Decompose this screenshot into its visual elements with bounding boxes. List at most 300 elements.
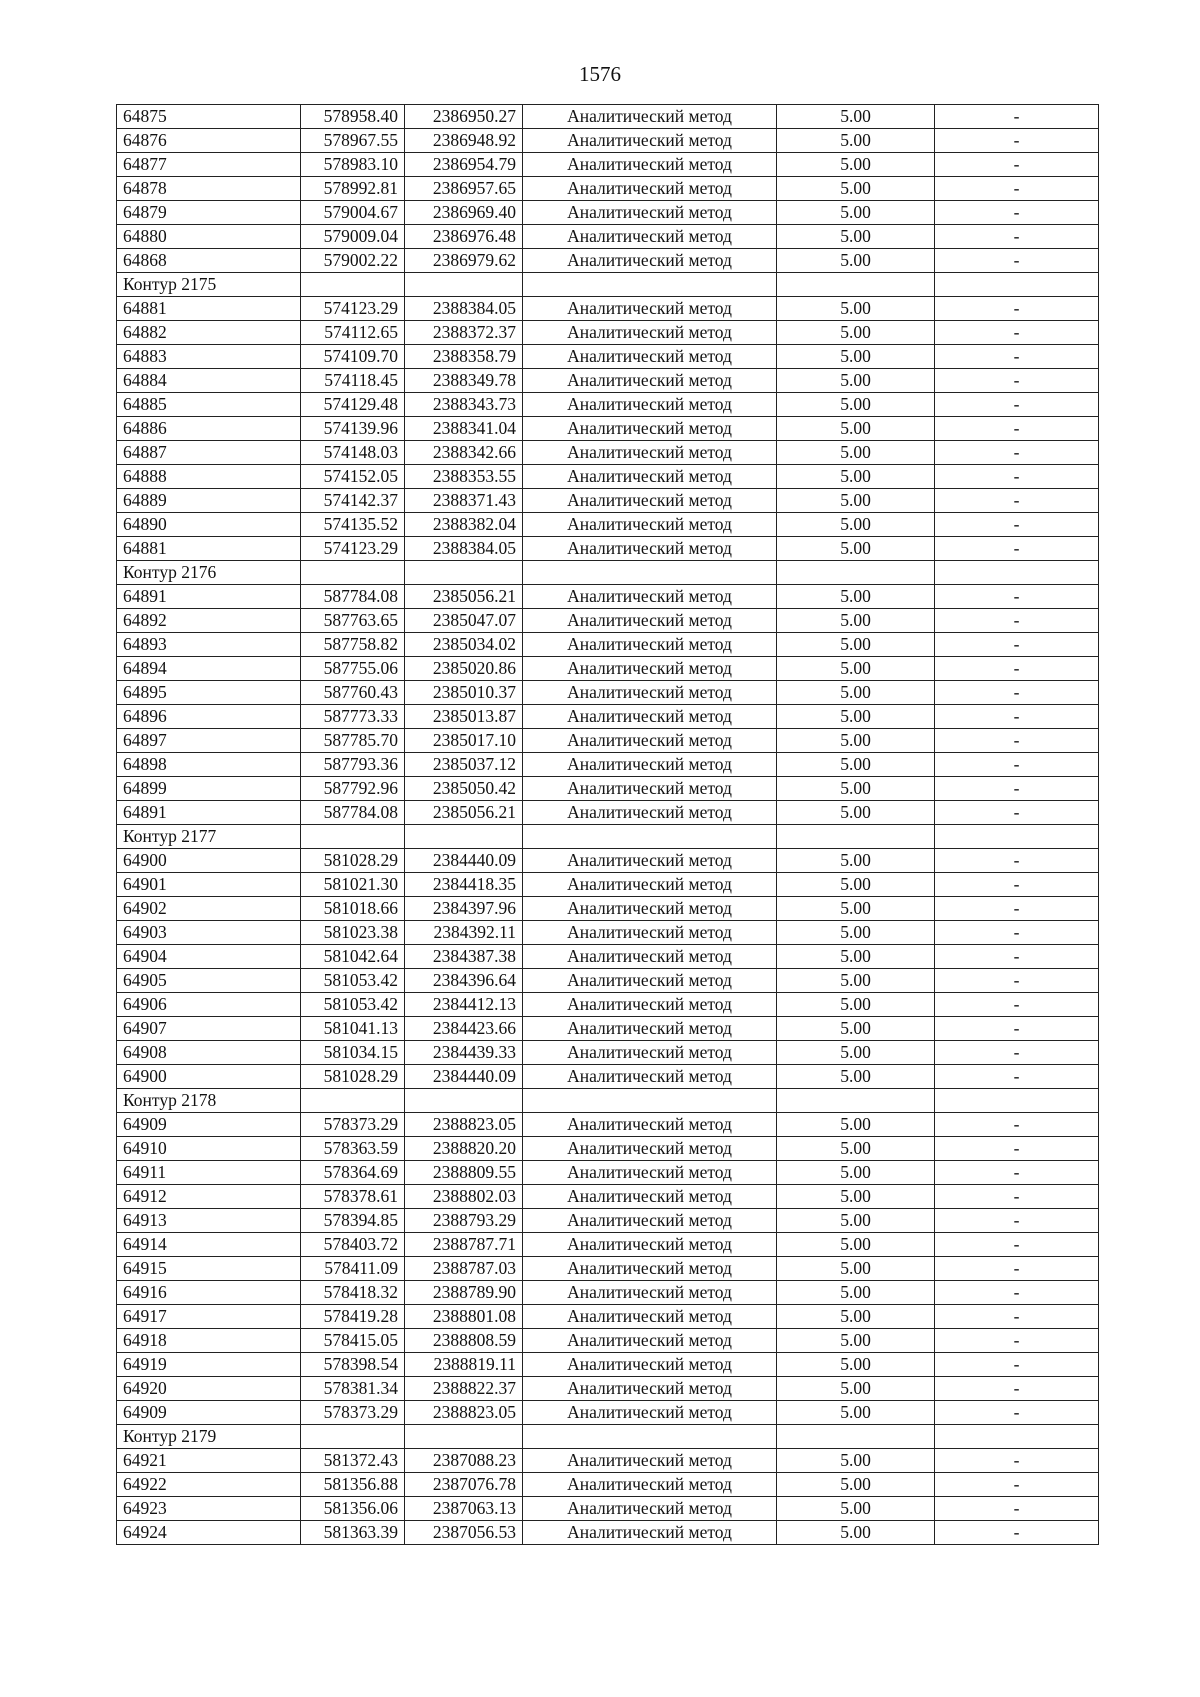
y-coordinate-cell: 2388343.73 (405, 393, 523, 417)
contour-label: Контур 2175 (117, 273, 301, 297)
y-coordinate-cell: 2385056.21 (405, 585, 523, 609)
table-row (117, 993, 1099, 1017)
y-coordinate-cell: 2387076.78 (405, 1473, 523, 1497)
x-coordinate-cell: 581018.66 (301, 897, 405, 921)
method-cell: Аналитический метод (523, 1497, 777, 1521)
x-coordinate-cell: 578363.59 (301, 1137, 405, 1161)
y-coordinate-cell: 2388823.05 (405, 1401, 523, 1425)
point-id-cell: 64876 (117, 129, 301, 153)
method-cell: Аналитический метод (523, 1041, 777, 1065)
method-cell: Аналитический метод (523, 849, 777, 873)
accuracy-cell: 5.00 (777, 153, 935, 177)
y-coordinate-cell: 2388823.05 (405, 1113, 523, 1137)
note-cell: - (935, 1401, 1099, 1425)
table-row (117, 1185, 1099, 1209)
note-cell: - (935, 249, 1099, 273)
x-coordinate-cell: 574109.70 (301, 345, 405, 369)
table-row (117, 1209, 1099, 1233)
empty-cell (523, 825, 777, 849)
x-coordinate-cell: 587784.08 (301, 585, 405, 609)
empty-cell (935, 273, 1099, 297)
table-row (117, 441, 1099, 465)
table-row (117, 417, 1099, 441)
empty-cell (777, 273, 935, 297)
accuracy-cell: 5.00 (777, 753, 935, 777)
empty-cell (523, 1425, 777, 1449)
table-row (117, 249, 1099, 273)
method-cell: Аналитический метод (523, 897, 777, 921)
point-id-cell: 64868 (117, 249, 301, 273)
coordinates-table (116, 104, 1099, 1545)
table-row (117, 201, 1099, 225)
y-coordinate-cell: 2388371.43 (405, 489, 523, 513)
point-id-cell: 64908 (117, 1041, 301, 1065)
table-row (117, 489, 1099, 513)
x-coordinate-cell: 581023.38 (301, 921, 405, 945)
point-id-cell: 64904 (117, 945, 301, 969)
accuracy-cell: 5.00 (777, 369, 935, 393)
note-cell: - (935, 441, 1099, 465)
point-id-cell: 64923 (117, 1497, 301, 1521)
accuracy-cell: 5.00 (777, 609, 935, 633)
note-cell: - (935, 1257, 1099, 1281)
note-cell: - (935, 801, 1099, 825)
x-coordinate-cell: 574139.96 (301, 417, 405, 441)
note-cell: - (935, 225, 1099, 249)
note-cell: - (935, 849, 1099, 873)
accuracy-cell: 5.00 (777, 297, 935, 321)
method-cell: Аналитический метод (523, 489, 777, 513)
note-cell: - (935, 633, 1099, 657)
method-cell: Аналитический метод (523, 513, 777, 537)
x-coordinate-cell: 578983.10 (301, 153, 405, 177)
table-row (117, 921, 1099, 945)
note-cell: - (935, 129, 1099, 153)
y-coordinate-cell: 2384396.64 (405, 969, 523, 993)
accuracy-cell: 5.00 (777, 849, 935, 873)
table-row (117, 465, 1099, 489)
contour-label: Контур 2176 (117, 561, 301, 585)
method-cell: Аналитический метод (523, 1113, 777, 1137)
table-row (117, 1137, 1099, 1161)
note-cell: - (935, 1329, 1099, 1353)
method-cell: Аналитический метод (523, 1401, 777, 1425)
note-cell: - (935, 705, 1099, 729)
note-cell: - (935, 609, 1099, 633)
table-row (117, 1353, 1099, 1377)
x-coordinate-cell: 574152.05 (301, 465, 405, 489)
note-cell: - (935, 153, 1099, 177)
method-cell: Аналитический метод (523, 465, 777, 489)
method-cell: Аналитический метод (523, 417, 777, 441)
accuracy-cell: 5.00 (777, 513, 935, 537)
x-coordinate-cell: 574129.48 (301, 393, 405, 417)
point-id-cell: 64892 (117, 609, 301, 633)
y-coordinate-cell: 2386969.40 (405, 201, 523, 225)
table-row (117, 1065, 1099, 1089)
point-id-cell: 64890 (117, 513, 301, 537)
table-row (117, 297, 1099, 321)
contour-label: Контур 2179 (117, 1425, 301, 1449)
accuracy-cell: 5.00 (777, 393, 935, 417)
y-coordinate-cell: 2385017.10 (405, 729, 523, 753)
table-row (117, 1305, 1099, 1329)
x-coordinate-cell: 587785.70 (301, 729, 405, 753)
method-cell: Аналитический метод (523, 609, 777, 633)
point-id-cell: 64888 (117, 465, 301, 489)
accuracy-cell: 5.00 (777, 921, 935, 945)
x-coordinate-cell: 574123.29 (301, 537, 405, 561)
note-cell: - (935, 1137, 1099, 1161)
accuracy-cell: 5.00 (777, 945, 935, 969)
point-id-cell: 64907 (117, 1017, 301, 1041)
empty-cell (405, 825, 523, 849)
x-coordinate-cell: 578373.29 (301, 1401, 405, 1425)
x-coordinate-cell: 581363.39 (301, 1521, 405, 1545)
accuracy-cell: 5.00 (777, 633, 935, 657)
method-cell: Аналитический метод (523, 1329, 777, 1353)
y-coordinate-cell: 2387088.23 (405, 1449, 523, 1473)
table-row (117, 1257, 1099, 1281)
table-row (117, 393, 1099, 417)
table-row (117, 105, 1099, 129)
x-coordinate-cell: 581021.30 (301, 873, 405, 897)
method-cell: Аналитический метод (523, 1377, 777, 1401)
accuracy-cell: 5.00 (777, 321, 935, 345)
y-coordinate-cell: 2388822.37 (405, 1377, 523, 1401)
contour-header-row (117, 825, 1099, 849)
table-row (117, 945, 1099, 969)
empty-cell (301, 825, 405, 849)
x-coordinate-cell: 581053.42 (301, 969, 405, 993)
y-coordinate-cell: 2388349.78 (405, 369, 523, 393)
empty-cell (935, 1425, 1099, 1449)
x-coordinate-cell: 578415.05 (301, 1329, 405, 1353)
table-row (117, 585, 1099, 609)
table-row (117, 873, 1099, 897)
accuracy-cell: 5.00 (777, 729, 935, 753)
point-id-cell: 64914 (117, 1233, 301, 1257)
y-coordinate-cell: 2388793.29 (405, 1209, 523, 1233)
table-row (117, 1017, 1099, 1041)
empty-cell (523, 273, 777, 297)
table-row (117, 753, 1099, 777)
x-coordinate-cell: 587758.82 (301, 633, 405, 657)
method-cell: Аналитический метод (523, 1449, 777, 1473)
y-coordinate-cell: 2384439.33 (405, 1041, 523, 1065)
x-coordinate-cell: 581042.64 (301, 945, 405, 969)
y-coordinate-cell: 2388809.55 (405, 1161, 523, 1185)
point-id-cell: 64880 (117, 225, 301, 249)
y-coordinate-cell: 2388819.11 (405, 1353, 523, 1377)
accuracy-cell: 5.00 (777, 1329, 935, 1353)
method-cell: Аналитический метод (523, 873, 777, 897)
note-cell: - (935, 777, 1099, 801)
x-coordinate-cell: 581356.88 (301, 1473, 405, 1497)
accuracy-cell: 5.00 (777, 465, 935, 489)
empty-cell (405, 1089, 523, 1113)
method-cell: Аналитический метод (523, 1017, 777, 1041)
x-coordinate-cell: 587773.33 (301, 705, 405, 729)
accuracy-cell: 5.00 (777, 1449, 935, 1473)
method-cell: Аналитический метод (523, 777, 777, 801)
x-coordinate-cell: 581028.29 (301, 849, 405, 873)
y-coordinate-cell: 2384387.38 (405, 945, 523, 969)
accuracy-cell: 5.00 (777, 1353, 935, 1377)
note-cell: - (935, 1113, 1099, 1137)
accuracy-cell: 5.00 (777, 1377, 935, 1401)
x-coordinate-cell: 581028.29 (301, 1065, 405, 1089)
empty-cell (301, 561, 405, 585)
note-cell: - (935, 1377, 1099, 1401)
empty-cell (405, 561, 523, 585)
point-id-cell: 64884 (117, 369, 301, 393)
table-row (117, 321, 1099, 345)
table-row (117, 1473, 1099, 1497)
x-coordinate-cell: 574148.03 (301, 441, 405, 465)
y-coordinate-cell: 2386957.65 (405, 177, 523, 201)
method-cell: Аналитический метод (523, 1521, 777, 1545)
accuracy-cell: 5.00 (777, 1233, 935, 1257)
table-row (117, 777, 1099, 801)
y-coordinate-cell: 2385056.21 (405, 801, 523, 825)
point-id-cell: 64891 (117, 801, 301, 825)
point-id-cell: 64909 (117, 1401, 301, 1425)
table-row (117, 1497, 1099, 1521)
method-cell: Аналитический метод (523, 201, 777, 225)
note-cell: - (935, 1209, 1099, 1233)
empty-cell (301, 1089, 405, 1113)
method-cell: Аналитический метод (523, 537, 777, 561)
x-coordinate-cell: 581356.06 (301, 1497, 405, 1521)
point-id-cell: 64903 (117, 921, 301, 945)
x-coordinate-cell: 587784.08 (301, 801, 405, 825)
point-id-cell: 64885 (117, 393, 301, 417)
y-coordinate-cell: 2385020.86 (405, 657, 523, 681)
x-coordinate-cell: 578381.34 (301, 1377, 405, 1401)
method-cell: Аналитический метод (523, 345, 777, 369)
x-coordinate-cell: 574118.45 (301, 369, 405, 393)
point-id-cell: 64918 (117, 1329, 301, 1353)
y-coordinate-cell: 2388801.08 (405, 1305, 523, 1329)
x-coordinate-cell: 587755.06 (301, 657, 405, 681)
method-cell: Аналитический метод (523, 1185, 777, 1209)
accuracy-cell: 5.00 (777, 1209, 935, 1233)
accuracy-cell: 5.00 (777, 1257, 935, 1281)
accuracy-cell: 5.00 (777, 657, 935, 681)
y-coordinate-cell: 2388787.03 (405, 1257, 523, 1281)
accuracy-cell: 5.00 (777, 969, 935, 993)
accuracy-cell: 5.00 (777, 681, 935, 705)
accuracy-cell: 5.00 (777, 705, 935, 729)
accuracy-cell: 5.00 (777, 1473, 935, 1497)
table-row (117, 633, 1099, 657)
method-cell: Аналитический метод (523, 1137, 777, 1161)
empty-cell (935, 1089, 1099, 1113)
method-cell: Аналитический метод (523, 129, 777, 153)
accuracy-cell: 5.00 (777, 801, 935, 825)
method-cell: Аналитический метод (523, 585, 777, 609)
note-cell: - (935, 1065, 1099, 1089)
y-coordinate-cell: 2386950.27 (405, 105, 523, 129)
table-row (117, 1113, 1099, 1137)
empty-cell (777, 561, 935, 585)
accuracy-cell: 5.00 (777, 417, 935, 441)
note-cell: - (935, 1353, 1099, 1377)
point-id-cell: 64895 (117, 681, 301, 705)
accuracy-cell: 5.00 (777, 201, 935, 225)
x-coordinate-cell: 581041.13 (301, 1017, 405, 1041)
point-id-cell: 64891 (117, 585, 301, 609)
method-cell: Аналитический метод (523, 321, 777, 345)
x-coordinate-cell: 581372.43 (301, 1449, 405, 1473)
method-cell: Аналитический метод (523, 753, 777, 777)
accuracy-cell: 5.00 (777, 489, 935, 513)
method-cell: Аналитический метод (523, 105, 777, 129)
note-cell: - (935, 1041, 1099, 1065)
point-id-cell: 64879 (117, 201, 301, 225)
y-coordinate-cell: 2386948.92 (405, 129, 523, 153)
x-coordinate-cell: 578418.32 (301, 1281, 405, 1305)
coordinates-table-body (117, 105, 1099, 1545)
empty-cell (405, 1425, 523, 1449)
contour-header-row (117, 273, 1099, 297)
method-cell: Аналитический метод (523, 393, 777, 417)
point-id-cell: 64922 (117, 1473, 301, 1497)
point-id-cell: 64901 (117, 873, 301, 897)
point-id-cell: 64909 (117, 1113, 301, 1137)
point-id-cell: 64905 (117, 969, 301, 993)
note-cell: - (935, 1473, 1099, 1497)
empty-cell (935, 825, 1099, 849)
accuracy-cell: 5.00 (777, 225, 935, 249)
y-coordinate-cell: 2388341.04 (405, 417, 523, 441)
x-coordinate-cell: 587763.65 (301, 609, 405, 633)
y-coordinate-cell: 2388372.37 (405, 321, 523, 345)
table-row (117, 801, 1099, 825)
table-row (117, 969, 1099, 993)
x-coordinate-cell: 578419.28 (301, 1305, 405, 1329)
point-id-cell: 64877 (117, 153, 301, 177)
method-cell: Аналитический метод (523, 681, 777, 705)
y-coordinate-cell: 2384392.11 (405, 921, 523, 945)
table-row (117, 177, 1099, 201)
method-cell: Аналитический метод (523, 1473, 777, 1497)
x-coordinate-cell: 579009.04 (301, 225, 405, 249)
point-id-cell: 64889 (117, 489, 301, 513)
point-id-cell: 64899 (117, 777, 301, 801)
method-cell: Аналитический метод (523, 1233, 777, 1257)
table-row (117, 729, 1099, 753)
method-cell: Аналитический метод (523, 633, 777, 657)
note-cell: - (935, 1497, 1099, 1521)
point-id-cell: 64875 (117, 105, 301, 129)
method-cell: Аналитический метод (523, 921, 777, 945)
accuracy-cell: 5.00 (777, 897, 935, 921)
x-coordinate-cell: 578411.09 (301, 1257, 405, 1281)
y-coordinate-cell: 2388789.90 (405, 1281, 523, 1305)
empty-cell (301, 1425, 405, 1449)
point-id-cell: 64910 (117, 1137, 301, 1161)
point-id-cell: 64924 (117, 1521, 301, 1545)
method-cell: Аналитический метод (523, 945, 777, 969)
table-row (117, 1329, 1099, 1353)
accuracy-cell: 5.00 (777, 1161, 935, 1185)
contour-header-row (117, 1425, 1099, 1449)
table-row (117, 345, 1099, 369)
point-id-cell: 64896 (117, 705, 301, 729)
table-row (117, 897, 1099, 921)
y-coordinate-cell: 2385050.42 (405, 777, 523, 801)
y-coordinate-cell: 2386979.62 (405, 249, 523, 273)
table-row (117, 1041, 1099, 1065)
accuracy-cell: 5.00 (777, 249, 935, 273)
x-coordinate-cell: 578967.55 (301, 129, 405, 153)
point-id-cell: 64915 (117, 1257, 301, 1281)
empty-cell (935, 561, 1099, 585)
point-id-cell: 64912 (117, 1185, 301, 1209)
x-coordinate-cell: 587760.43 (301, 681, 405, 705)
y-coordinate-cell: 2388384.05 (405, 537, 523, 561)
note-cell: - (935, 1233, 1099, 1257)
y-coordinate-cell: 2388787.71 (405, 1233, 523, 1257)
y-coordinate-cell: 2388342.66 (405, 441, 523, 465)
y-coordinate-cell: 2384412.13 (405, 993, 523, 1017)
point-id-cell: 64886 (117, 417, 301, 441)
note-cell: - (935, 657, 1099, 681)
method-cell: Аналитический метод (523, 657, 777, 681)
y-coordinate-cell: 2385047.07 (405, 609, 523, 633)
table-row (117, 849, 1099, 873)
note-cell: - (935, 921, 1099, 945)
x-coordinate-cell: 581034.15 (301, 1041, 405, 1065)
note-cell: - (935, 897, 1099, 921)
method-cell: Аналитический метод (523, 1353, 777, 1377)
method-cell: Аналитический метод (523, 1257, 777, 1281)
point-id-cell: 64920 (117, 1377, 301, 1401)
empty-cell (777, 1425, 935, 1449)
note-cell: - (935, 1305, 1099, 1329)
accuracy-cell: 5.00 (777, 105, 935, 129)
table-row (117, 225, 1099, 249)
point-id-cell: 64911 (117, 1161, 301, 1185)
x-coordinate-cell: 578378.61 (301, 1185, 405, 1209)
method-cell: Аналитический метод (523, 1305, 777, 1329)
method-cell: Аналитический метод (523, 705, 777, 729)
table-row (117, 1233, 1099, 1257)
note-cell: - (935, 177, 1099, 201)
y-coordinate-cell: 2387063.13 (405, 1497, 523, 1521)
method-cell: Аналитический метод (523, 153, 777, 177)
accuracy-cell: 5.00 (777, 1113, 935, 1137)
point-id-cell: 64916 (117, 1281, 301, 1305)
point-id-cell: 64921 (117, 1449, 301, 1473)
x-coordinate-cell: 581053.42 (301, 993, 405, 1017)
note-cell: - (935, 681, 1099, 705)
point-id-cell: 64900 (117, 1065, 301, 1089)
method-cell: Аналитический метод (523, 177, 777, 201)
point-id-cell: 64897 (117, 729, 301, 753)
method-cell: Аналитический метод (523, 225, 777, 249)
page-number: 1576 (579, 62, 621, 86)
empty-cell (405, 273, 523, 297)
y-coordinate-cell: 2384423.66 (405, 1017, 523, 1041)
x-coordinate-cell: 578394.85 (301, 1209, 405, 1233)
method-cell: Аналитический метод (523, 297, 777, 321)
table-row (117, 1401, 1099, 1425)
note-cell: - (935, 369, 1099, 393)
point-id-cell: 64878 (117, 177, 301, 201)
